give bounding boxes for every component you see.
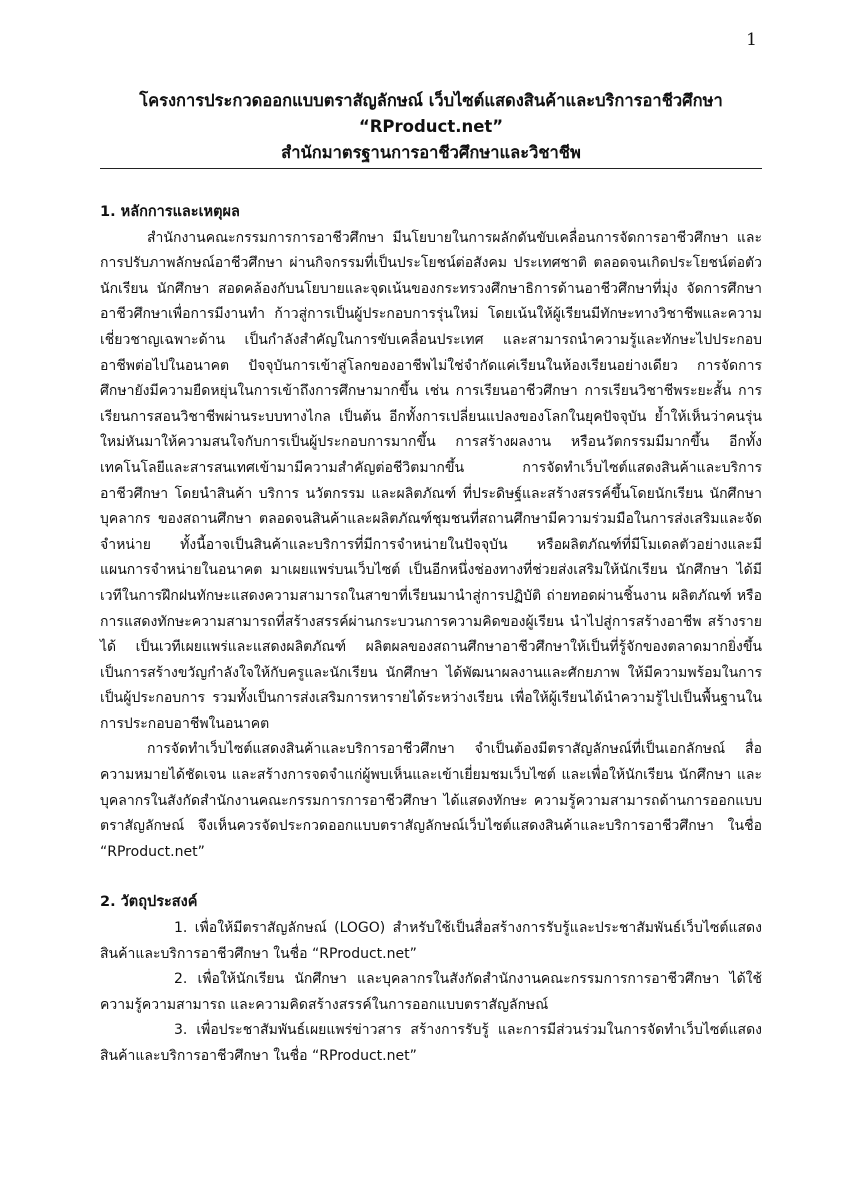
website-name: “RProduct.net” xyxy=(358,117,504,136)
document-title: โครงการประกวดออกแบบตราสัญลักษณ์ เว็บไซต์แสดงสินค้าและบริการอาชีวศึกษา xyxy=(139,91,723,110)
objective-item-1: 1. เพื่อให้มีตราสัญลักษณ์ (LOGO) สำหรับใช้เป็นสื่อสร้างการรับรู้และประชาสัมพันธ์เว็บไซต์แสดงสินค้าและบริการอาชีวศึกษา ในชื่อ “RProduct.net” xyxy=(100,920,762,962)
principles-paragraph-1: สำนักงานคณะกรรมการการอาชีวศึกษา มีนโยบายในการผลักดันขับเคลื่อนการจัดการอาชีวศึกษา และการปรับภาพลักษณ์อาชีวศึกษา ผ่านกิจกรรมที่เป็นประโยชน์ต่อสังคม ประเทศชาติ ตลอดจนเกิดประโยชน์ต่อตัวนักเรียน นักศึกษา สอดคล้องกับนโยบายและจุดเน้นของกระทรวงศึกษาธิการด้านอาชีวศึกษาที่มุ่ง จัดการศึกษาอาชีวศึกษาเพื่อการมีงานทำ ก้าวสู่การเป็นผู้ประกอบการรุ่นใหม่ โดยเน้นให้ผู้เรียนมีทักษะทางวิชาชีพและความเชี่ยวชาญเฉพาะด้าน เป็นกำลังสำคัญในการขับเคลื่อนประเทศ และสามารถนำความรู้และทักษะไปประกอบอาชีพต่อไปในอนาคต ปัจจุบันการเข้าสู่โลกของอาชีพไม่ใช่จำกัดแค่เรียนในห้องเรียนอย่างเดียว การจัดการศึกษายังมีความยืดหยุ่นในการเข้าถึงการศึกษามากขึ้น เช่น การเรียนอาชีวศึกษา การเรียนวิชาชีพระยะสั้น การเรียนการสอนวิชาชีพผ่านระบบทางไกล เป็นต้น อีกทั้งการเปลี่ยนแปลงของโลกในยุคปัจจุบัน ย้ำให้เห็นว่าคนรุ่นใหม่หันมาให้ความสนใจกับการเป็นผู้ประกอบการมากขึ้น การสร้างผลงาน หรือนวัตกรรมมีมากขึ้น อีกทั้งเทคโนโลยีและสารสนเทศเข้ามามีความสำคัญต่อชีวิตมากขึ้น การจัดทำเว็บไซต์แสดงสินค้าและบริการอาชีวศึกษา โดยนำสินค้า บริการ นวัตกรรม และผลิตภัณฑ์ ที่ประดิษฐ์และสร้างสรรค์ขึ้นโดยนักเรียน นักศึกษา บุคลากร ของสถานศึกษา ตลอดจนสินค้าและผลิตภัณฑ์ชุมชนที่สถานศึกษามีความร่วมมือในการส่งเสริมและจัดจำหน่าย ทั้งนี้อาจเป็นสินค้าและบริการที่มีการจำหน่ายในปัจจุบัน หรือผลิตภัณฑ์ที่มีโมเดลตัวอย่างและมีแผนการจำหน่ายในอนาคต มาเผยแพร่บนเว็บไซต์ เป็นอีกหนึ่งช่องทางที่ช่วยส่งเสริมให้นักเรียน นักศึกษา ได้มีเวทีในการฝึกฝนทักษะแสดงความสามารถในสาขาที่เรียนมานำสู่การปฏิบัติ ถ่ายทอดผ่านชิ้นงาน ผลิตภัณฑ์ หรือการแสดงทักษะความสามารถที่สร้างสรรค์ผ่านกระบวนการความคิดของผู้เรียน นำไปสู่การสร้างอาชีพ สร้างรายได้ เป็นเวทีเผยแพร่และแสดงผลิตภัณฑ์ ผลิตผลของสถานศึกษาอาชีวศึกษาให้เป็นที่รู้จักของตลาดมากยิ่งขึ้นเป็นการสร้างขวัญกำลังใจให้กับครูและนักเรียน นักศึกษา ได้พัฒนาผลงานและศักยภาพ ให้มีความพร้อมในการเป็นผู้ประกอบการ รวมทั้งเป็นการส่งเสริมการหารายได้ระหว่างเรียน เพื่อให้ผู้เรียนได้นำความรู้ไปเป็นพื้นฐานในการประกอบอาชีพในอนาคต xyxy=(100,229,762,732)
page-number: 1 xyxy=(746,30,757,50)
section-spacer xyxy=(100,865,762,890)
objective-item-3: 3. เพื่อประชาสัมพันธ์เผยแพร่ข่าวสาร สร้างการรับรู้ และการมีส่วนร่วมในการจัดทำเว็บไซต์แสดงสินค้าและบริการอาชีวศึกษา ในชื่อ “RProduct.net” xyxy=(100,1022,762,1064)
objective-item-2: 2. เพื่อให้นักเรียน นักศึกษา และบุคลากรในสังกัดสำนักงานคณะกรรมการการอาชีวศึกษา ได้ใช้ความรู้ความสามารถ และความคิดสร้างสรรค์ในการออกแบบตราสัญลักษณ์ xyxy=(100,971,762,1013)
document-header xyxy=(100,88,762,166)
document-body xyxy=(100,200,762,1070)
header-divider xyxy=(100,168,762,169)
principles-paragraph-2: การจัดทำเว็บไซต์แสดงสินค้าและบริการอาชีวศึกษา จำเป็นต้องมีตราสัญลักษณ์ที่เป็นเอกลักษณ์ สื่อความหมายได้ชัดเจน และสร้างการจดจำแก่ผู้พบเห็นและเข้าเยี่ยมชมเว็บไซต์ และเพื่อให้นักเรียน นักศึกษา และบุคลากรในสังกัดสำนักงานคณะกรรมการการอาชีวศึกษา ได้แสดงทักษะ ความรู้ความสามารถด้านการออกแบบตราสัญลักษณ์ จึงเห็นควรจัดประกวดออกแบบตราสัญลักษณ์เว็บไซต์แสดงสินค้าและบริการอาชีวศึกษา ในชื่อ “RProduct.net” xyxy=(100,741,762,860)
office-name: สำนักมาตรฐานการอาชีวศึกษาและวิชาชีพ xyxy=(281,143,581,162)
section-heading-principles: 1. หลักการและเหตุผล xyxy=(100,204,240,220)
section-heading-objectives: 2. วัตถุประสงค์ xyxy=(100,894,198,911)
